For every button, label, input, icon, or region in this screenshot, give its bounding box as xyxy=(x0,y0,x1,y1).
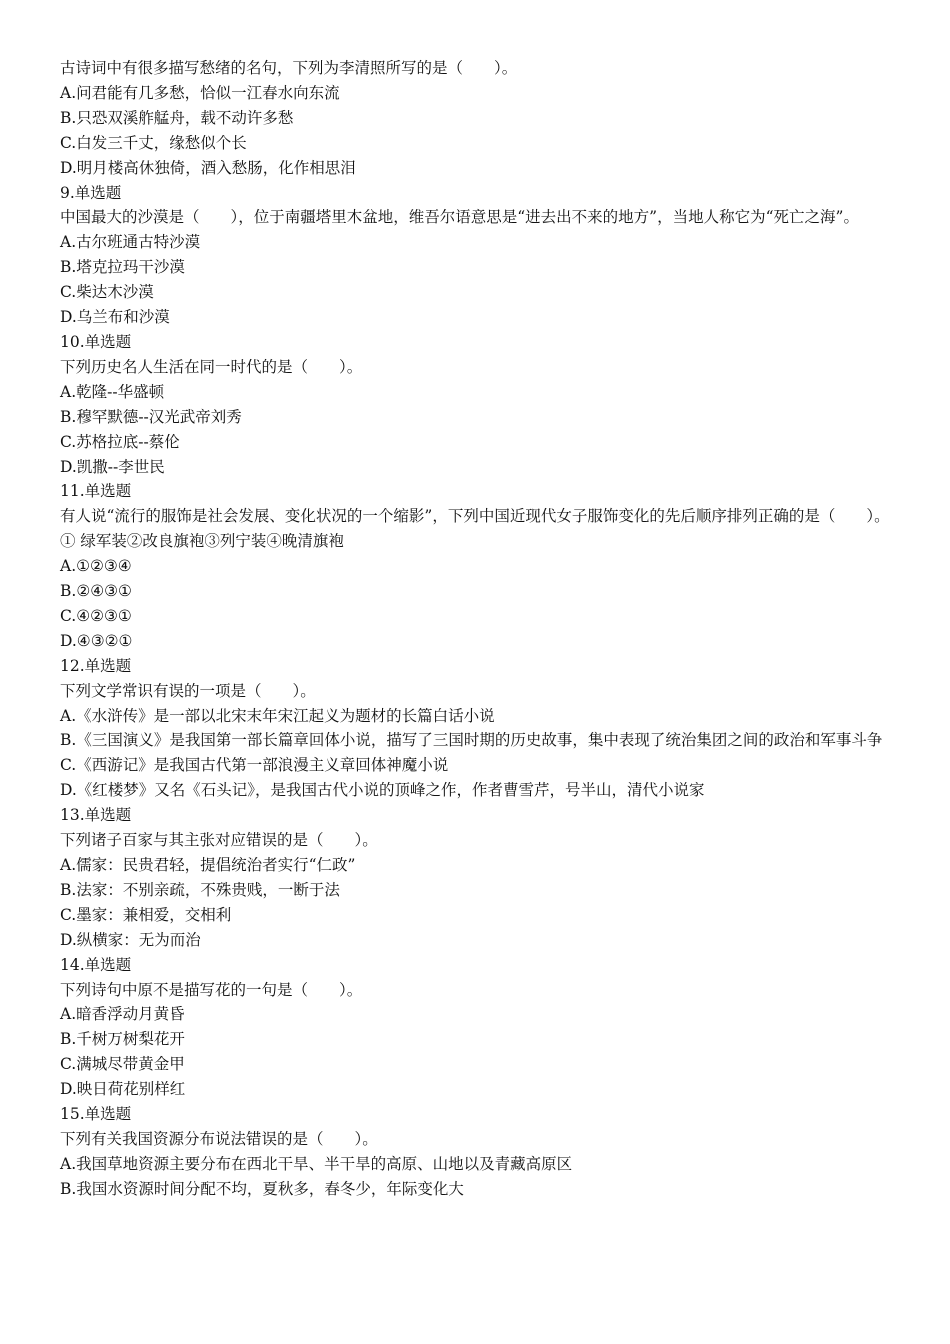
question-stem: 下列有关我国资源分布说法错误的是（ ）。 xyxy=(60,1129,378,1148)
option-b: B.千树万树梨花开 xyxy=(60,1030,185,1049)
option-c: C.白发三千丈，缘愁似个长 xyxy=(60,133,247,152)
option-c: C.满城尽带黄金甲 xyxy=(60,1055,185,1074)
option-c: C.④②③① xyxy=(60,606,132,625)
option-b: B.穆罕默德--汉光武帝刘秀 xyxy=(60,407,242,426)
option-a: A.儒家：民贵君轻，提倡统治者实行“仁政” xyxy=(60,856,356,874)
question-stem: 下列文学常识有误的一项是（ ）。 xyxy=(60,681,316,700)
option-c: C.墨家：兼相爱，交相利 xyxy=(60,905,232,924)
question-type: 15.单选题 xyxy=(60,1105,132,1124)
option-a: A.《水浒传》是一部以北宋末年宋江起义为题材的长篇白话小说 xyxy=(60,706,495,725)
option-a: A.暗香浮动月黄昏 xyxy=(60,1005,185,1024)
option-b: B.塔克拉玛干沙漠 xyxy=(60,258,185,277)
option-d: D.映日荷花别样红 xyxy=(60,1080,186,1099)
question-type: 12.单选题 xyxy=(60,656,132,675)
exam-page xyxy=(60,56,890,1202)
question-stem: 中国最大的沙漠是（ ），位于南疆塔里木盆地，维吾尔语意思是“进去出不来的地方”，当地人称它为“死亡之海”。 xyxy=(60,208,859,227)
option-d: D.凯撒--李世民 xyxy=(60,457,165,476)
option-b: B.只恐双溪舴艋舟，载不动许多愁 xyxy=(60,108,294,127)
question-type: 11.单选题 xyxy=(60,482,132,501)
question-type: 14.单选题 xyxy=(60,955,132,974)
option-b: B.②④③① xyxy=(60,582,132,601)
option-d: D.④③②① xyxy=(60,631,133,650)
option-a: A.古尔班通古特沙漠 xyxy=(60,233,201,252)
option-c: C.苏格拉底--蔡伦 xyxy=(60,432,180,451)
question-stem: 下列诸子百家与其主张对应错误的是（ ）。 xyxy=(60,831,378,850)
option-d: D.乌兰布和沙漠 xyxy=(60,308,170,327)
option-a: A.乾隆--华盛顿 xyxy=(60,382,165,401)
question-stem: 有人说“流行的服饰是社会发展、变化状况的一个缩影”，下列中国近现代女子服饰变化的先后顺序排列正确的是（ ）。 xyxy=(60,507,890,526)
option-b: B.我国水资源时间分配不均，夏秋多，春冬少，年际变化大 xyxy=(60,1179,464,1198)
option-b: B.法家：不别亲疏，不殊贵贱，一断于法 xyxy=(60,880,340,899)
question-type: 9.单选题 xyxy=(60,183,122,202)
option-a: A.①②③④ xyxy=(60,557,132,576)
option-a: A.问君能有几多愁，恰似一江春水向东流 xyxy=(60,83,340,102)
question-type: 10.单选题 xyxy=(60,332,132,351)
question-type: 13.单选题 xyxy=(60,806,132,825)
option-d: D.《红楼梦》又名《石头记》，是我国古代小说的顶峰之作，作者曹雪芹，号半山，清代小说家 xyxy=(60,781,705,800)
question-stem: 下列诗句中原不是描写花的一句是（ ）。 xyxy=(60,980,363,999)
question-stem: 古诗词中有很多描写愁绪的名句，下列为李清照所写的是（ ）。 xyxy=(60,59,518,77)
question-stem: 下列历史名人生活在同一时代的是（ ）。 xyxy=(60,357,363,376)
option-d: D.纵横家：无为而治 xyxy=(60,930,201,949)
option-d: D.明月楼高休独倚，酒入愁肠，化作相思泪 xyxy=(60,158,356,177)
option-c: C.《西游记》是我国古代第一部浪漫主义章回体神魔小说 xyxy=(60,756,449,775)
option-c: C.柴达木沙漠 xyxy=(60,283,154,302)
question-note: ① 绿军装②改良旗袍③列宁装④晚清旗袍 xyxy=(60,532,344,551)
option-b: B.《三国演义》是我国第一部长篇章回体小说，描写了三国时期的历史故事，集中表现了统治集团之间的政治和军事斗争 xyxy=(60,731,883,750)
option-a: A.我国草地资源主要分布在西北干旱、半干旱的高原、山地以及青藏高原区 xyxy=(60,1154,573,1173)
